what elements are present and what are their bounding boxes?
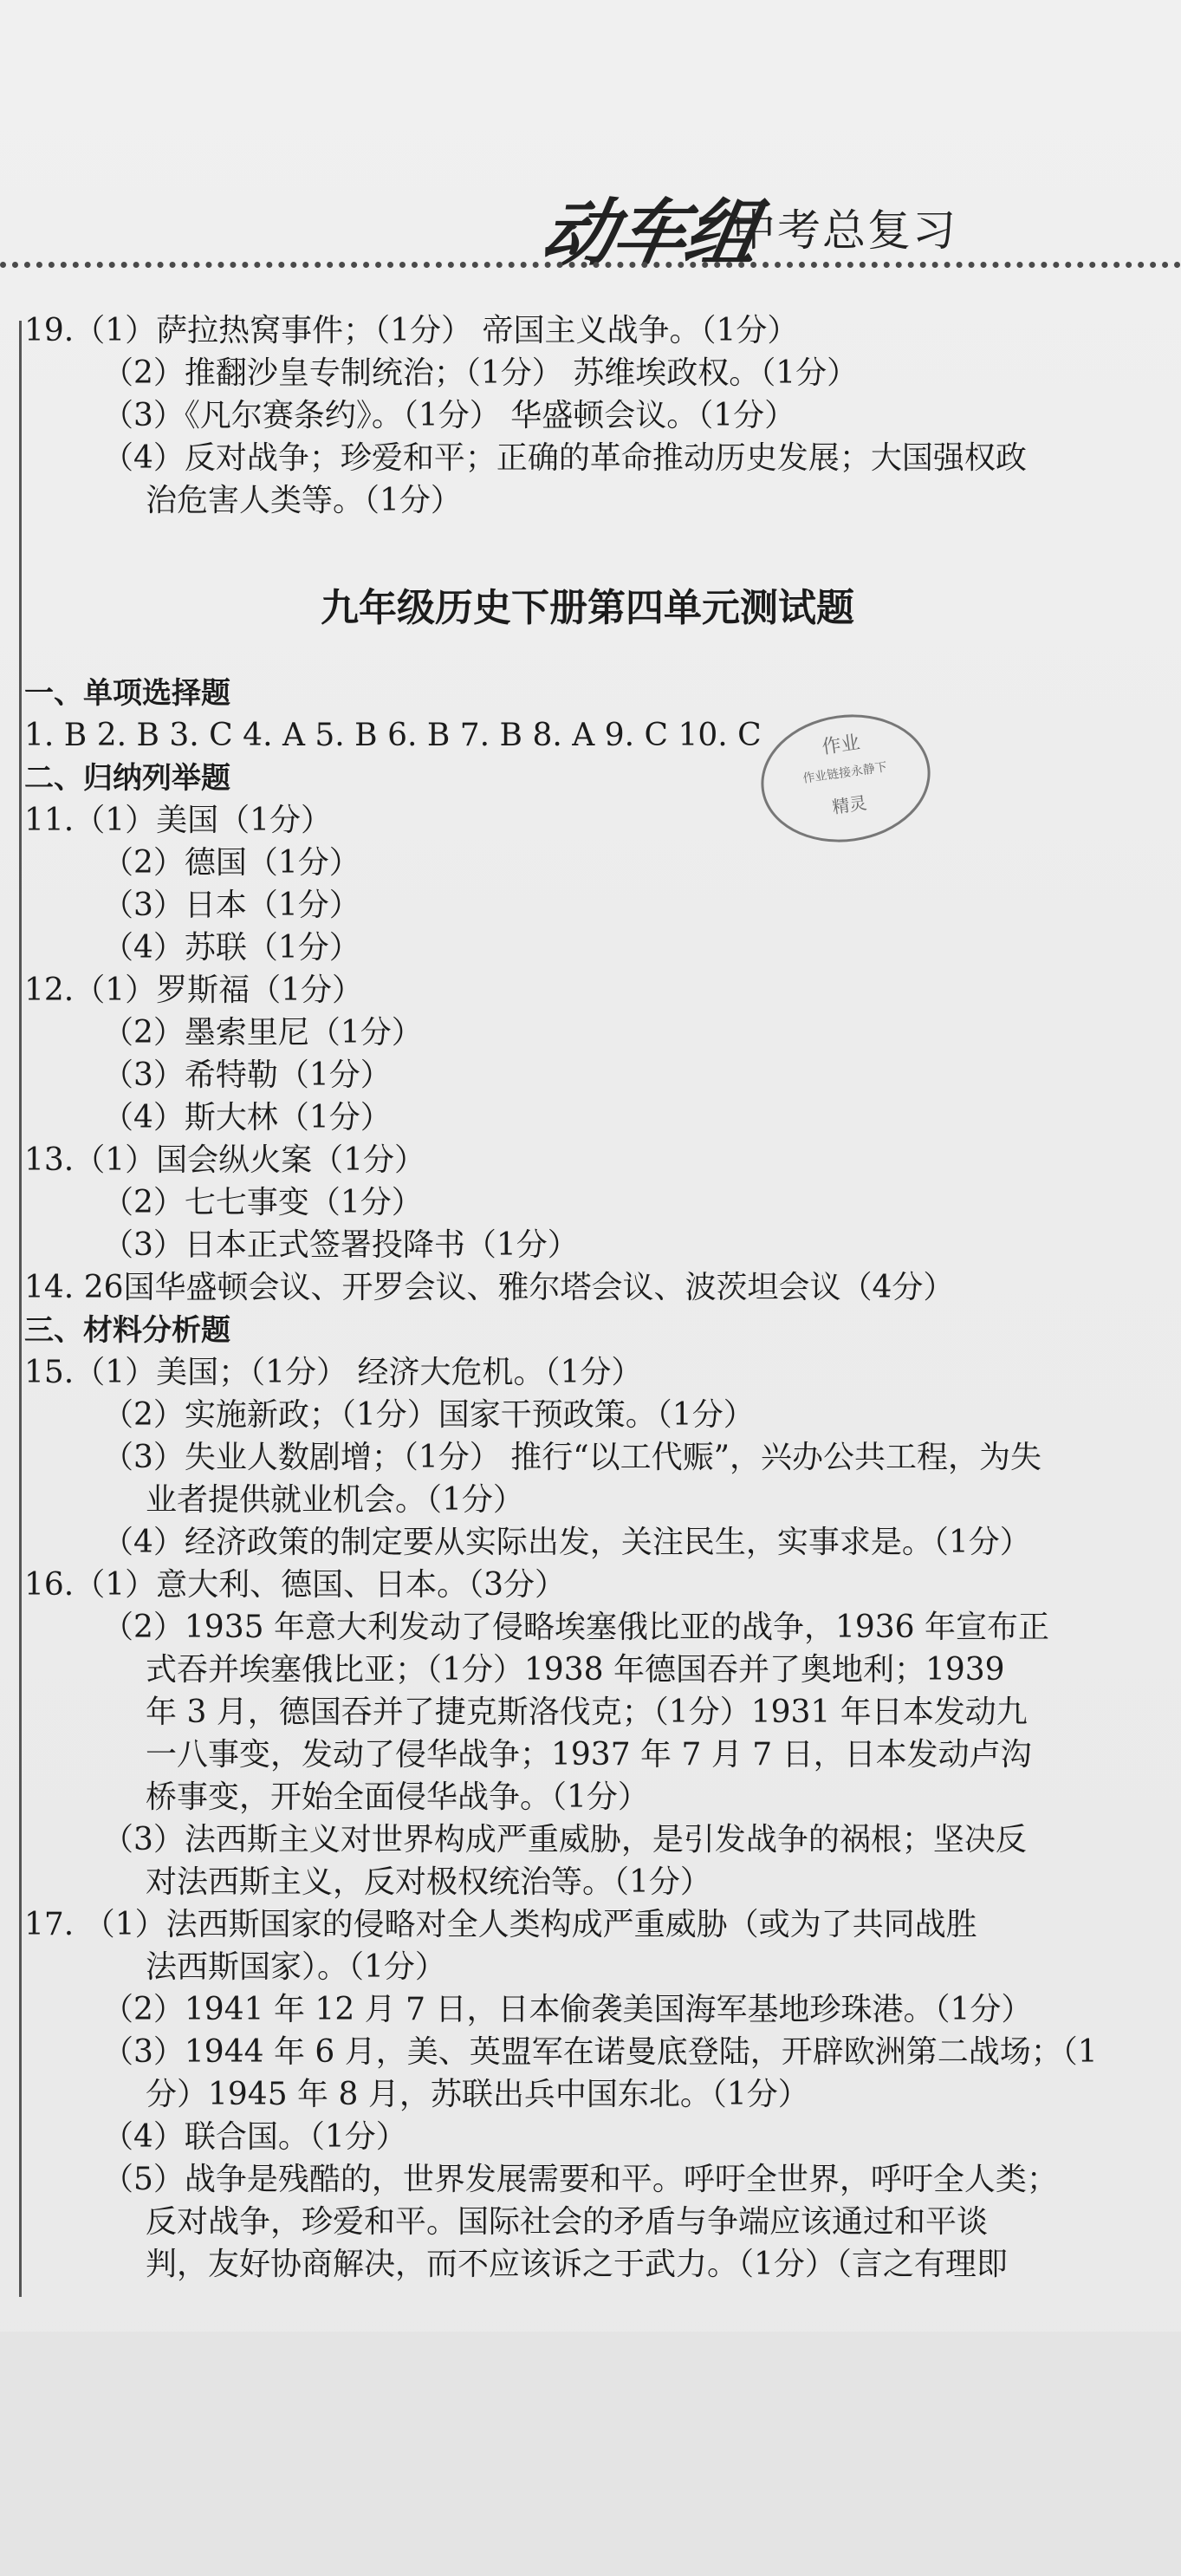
choice-answers: 1. B 2. B 3. C 4. A 5. B 6. B 7. B 8. A 9. C 10. C — [24, 718, 762, 753]
q16-line-7: （3）法西斯主义对世界构成严重威胁，是引发战争的祸根；坚决反 — [102, 1822, 1027, 1857]
q16-line-3: 式吞并埃塞俄比亚；（1分）1938 年德国吞并了奥地利；1939 — [146, 1652, 1005, 1688]
q19-line-4: （4）反对战争；珍爱和平；正确的革命推动历史发展；大国强权政 — [102, 440, 1027, 476]
q17-line-3: （2）1941 年 12 月 7 日，日本偷袭美国海军基地珍珠港。（1分） — [102, 1992, 1033, 2027]
q13-line-2: （2）七七事变（1分） — [102, 1185, 423, 1220]
q17-line-7: （5）战争是残酷的，世界发展需要和平。呼吁全世界，呼吁全人类； — [102, 2162, 1058, 2197]
page-bottom-margin — [0, 2332, 1181, 2576]
margin-rule — [19, 321, 22, 2297]
q16-line-4: 年 3 月，德国吞并了捷克斯洛伐克；（1分）1931 年日本发动九 — [146, 1695, 1028, 1730]
q19-line-3: （3）《凡尔赛条约》。（1分） 华盛顿会议。（1分） — [102, 398, 796, 433]
brand-logo: 动车组 — [535, 190, 764, 276]
q17-line-4: （3）1944 年 6 月，美、英盟军在诺曼底登陆，开辟欧洲第二战场；（1 — [102, 2034, 1098, 2070]
q17-line-6: （4）联合国。（1分） — [102, 2119, 407, 2155]
q11-line-3: （3）日本（1分） — [102, 888, 360, 923]
q11-line-2: （2）德国（1分） — [102, 845, 360, 881]
section-1-heading: 一、单项选择题 — [24, 676, 230, 711]
brand-title: 中考总复习 — [732, 205, 957, 256]
q16-line-8: 对法西斯主义，反对极权统治等。（1分） — [146, 1864, 711, 1900]
q16-line-6: 桥事变，开始全面侵华战争。（1分） — [146, 1779, 649, 1815]
q17-line-8: 反对战争，珍爱和平。国际社会的矛盾与争端应该通过和平谈 — [146, 2204, 989, 2240]
q17-line-2: 法西斯国家）。（1分） — [146, 1949, 446, 1985]
q15-line-2: （2）实施新政；（1分）国家干预政策。（1分） — [102, 1397, 755, 1433]
q19-line-1: 19.（1）萨拉热窝事件；（1分） 帝国主义战争。（1分） — [24, 313, 799, 348]
q16-line-2: （2）1935 年意大利发动了侵略埃塞俄比亚的战争，1936 年宣布正 — [102, 1610, 1050, 1645]
dotted-divider — [0, 262, 1181, 268]
unit-title: 九年级历史下册第四单元测试题 — [321, 586, 854, 630]
q15-line-5: （4）经济政策的制定要从实际出发，关注民生，实事求是。（1分） — [102, 1525, 1031, 1560]
q17-line-9: 判，友好协商解决，而不应该诉之于武力。（1分）（言之有理即 — [146, 2247, 1008, 2282]
section-2-heading: 二、归纳列举题 — [24, 761, 230, 796]
q13-line-3: （3）日本正式签署投降书（1分） — [102, 1227, 579, 1263]
homework-stamp: 作业 作业链接永静下 精灵 — [753, 704, 938, 853]
q15-line-1: 15.（1）美国；（1分） 经济大危机。（1分） — [24, 1355, 643, 1390]
page-header — [0, 173, 1181, 276]
q15-line-3: （3）失业人数剧增；（1分） 推行“以工代赈”，兴办公共工程，为失 — [102, 1440, 1042, 1475]
q14-line: 14. 26国华盛顿会议、开罗会议、雅尔塔会议、波茨坦会议（4分） — [24, 1270, 955, 1305]
q19-line-5: 治危害人类等。（1分） — [146, 483, 462, 518]
q17-line-1: 17. （1）法西斯国家的侵略对全人类构成严重威胁（或为了共同战胜 — [24, 1907, 977, 1942]
q19-line-2: （2）推翻沙皇专制统治；（1分） 苏维埃政权。（1分） — [102, 355, 859, 391]
q17-line-5: 分）1945 年 8 月，苏联出兵中国东北。（1分） — [146, 2077, 809, 2112]
q11-line-1: 11.（1）美国（1分） — [24, 803, 333, 838]
q13-line-1: 13.（1）国会纵火案（1分） — [24, 1142, 426, 1178]
q11-line-4: （4）苏联（1分） — [102, 930, 360, 966]
q12-line-1: 12.（1）罗斯福（1分） — [24, 973, 364, 1008]
q16-line-5: 一八事变，发动了侵华战争；1937 年 7 月 7 日，日本发动卢沟 — [146, 1737, 1032, 1773]
q12-line-4: （4）斯大林（1分） — [102, 1100, 392, 1135]
q16-line-1: 16.（1）意大利、德国、日本。（3分） — [24, 1567, 567, 1603]
section-3-heading: 三、材料分析题 — [24, 1313, 230, 1348]
q12-line-2: （2）墨索里尼（1分） — [102, 1015, 423, 1051]
q12-line-3: （3）希特勒（1分） — [102, 1057, 392, 1093]
q15-line-4: 业者提供就业机会。（1分） — [146, 1482, 524, 1518]
